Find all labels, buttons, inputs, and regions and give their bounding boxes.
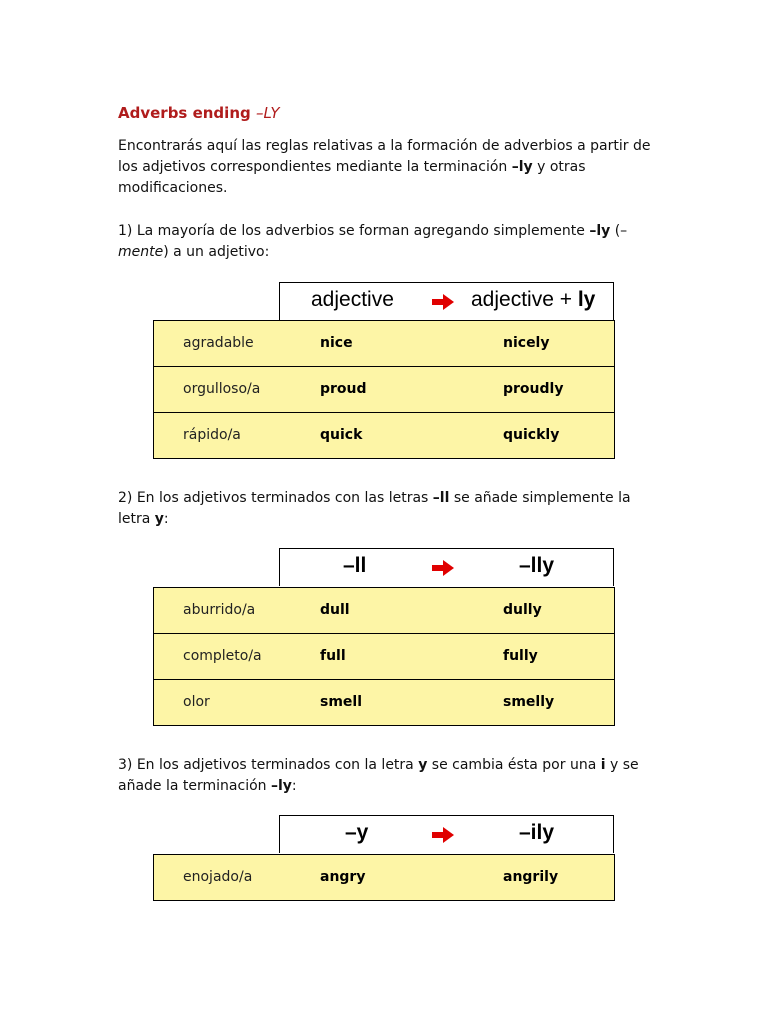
- table3-header: [279, 815, 614, 853]
- red-right-arrow-icon: [431, 560, 455, 576]
- rule3-paragraph: [118, 755, 658, 797]
- adverb-cell: smelly: [503, 694, 555, 710]
- intro-bold: –ly: [511, 159, 533, 175]
- table1-header: [279, 282, 614, 320]
- adjective-cell: angry: [320, 869, 366, 885]
- table2-header-left: –ll: [343, 554, 367, 577]
- table-row: [154, 412, 614, 458]
- intro-text-end: y otras modificaciones.: [118, 159, 586, 196]
- adverb-cell: nicely: [503, 335, 550, 351]
- table3-header-right: –ily: [519, 821, 555, 844]
- adjective-cell: proud: [320, 381, 367, 397]
- intro-text: Encontrarás aquí las reglas relativas a la formación de adverbios a partir de los adjetivos correspondientes mediante la terminación: [118, 138, 651, 175]
- rule3-bold-b: i: [600, 757, 606, 773]
- table3: [153, 854, 615, 901]
- spanish-cell: orgulloso/a: [183, 381, 261, 397]
- table1: [153, 320, 615, 459]
- title-main: Adverbs ending: [118, 104, 256, 122]
- table-row: [154, 366, 614, 412]
- table3-header-left: –y: [345, 821, 369, 844]
- rule3-text-d: :: [291, 778, 297, 794]
- title-suffix: –LY: [255, 104, 280, 122]
- rule2-text: 2) En los adjetivos terminados con las letras: [118, 490, 433, 506]
- spanish-cell: agradable: [183, 335, 254, 351]
- spanish-cell: olor: [183, 694, 210, 710]
- table1-header-right-b: ly: [577, 288, 596, 311]
- adjective-cell: full: [320, 648, 346, 664]
- rule1-italic: mente: [118, 244, 164, 260]
- red-right-arrow-icon: [431, 294, 455, 310]
- rule2-bold-a: –ll: [432, 490, 450, 506]
- rule2-text-c: :: [163, 511, 169, 527]
- rule1-text-b: (–: [610, 223, 628, 239]
- table1-header-left: adjective: [311, 288, 394, 311]
- adjective-cell: dull: [320, 602, 350, 618]
- table2: [153, 587, 615, 726]
- rule3-text: 3) En los adjetivos terminados con la letra: [118, 757, 419, 773]
- spanish-cell: enojado/a: [183, 869, 253, 885]
- table-row: [154, 679, 614, 725]
- adjective-cell: quick: [320, 427, 363, 443]
- rule3-text-c: y se añade la terminación: [118, 757, 639, 794]
- table-row: [154, 855, 614, 900]
- table-row: [154, 321, 614, 366]
- spanish-cell: completo/a: [183, 648, 262, 664]
- table1-header-right: [471, 288, 595, 312]
- page-title: [118, 104, 280, 122]
- adverb-cell: quickly: [503, 427, 560, 443]
- adjective-cell: smell: [320, 694, 363, 710]
- adverb-cell: dully: [503, 602, 542, 618]
- rule2-text-b: se añade simplemente la letra: [118, 490, 631, 527]
- adverb-cell: fully: [503, 648, 538, 664]
- table-row: [154, 588, 614, 633]
- adverb-cell: angrily: [503, 869, 559, 885]
- rule1-text-c: ) a un adjetivo:: [163, 244, 270, 260]
- adverb-cell: proudly: [503, 381, 564, 397]
- rule2-paragraph: [118, 488, 658, 530]
- spanish-cell: aburrido/a: [183, 602, 256, 618]
- adjective-cell: nice: [320, 335, 353, 351]
- rule1-paragraph: [118, 221, 658, 263]
- rule3-text-b: se cambia ésta por una: [427, 757, 601, 773]
- rule3-bold-a: y: [418, 757, 428, 773]
- rule2-bold-b: y: [154, 511, 164, 527]
- rule3-bold-c: –ly: [270, 778, 292, 794]
- table2-header: [279, 548, 614, 586]
- spanish-cell: rápido/a: [183, 427, 241, 443]
- table2-header-right: –lly: [519, 554, 555, 577]
- rule1-text: 1) La mayoría de los adverbios se forman agregando simplemente: [118, 223, 590, 239]
- table1-header-right-a: adjective +: [471, 288, 578, 311]
- intro-paragraph: [118, 136, 658, 199]
- table-row: [154, 633, 614, 679]
- red-right-arrow-icon: [431, 827, 455, 843]
- rule1-bold: –ly: [589, 223, 611, 239]
